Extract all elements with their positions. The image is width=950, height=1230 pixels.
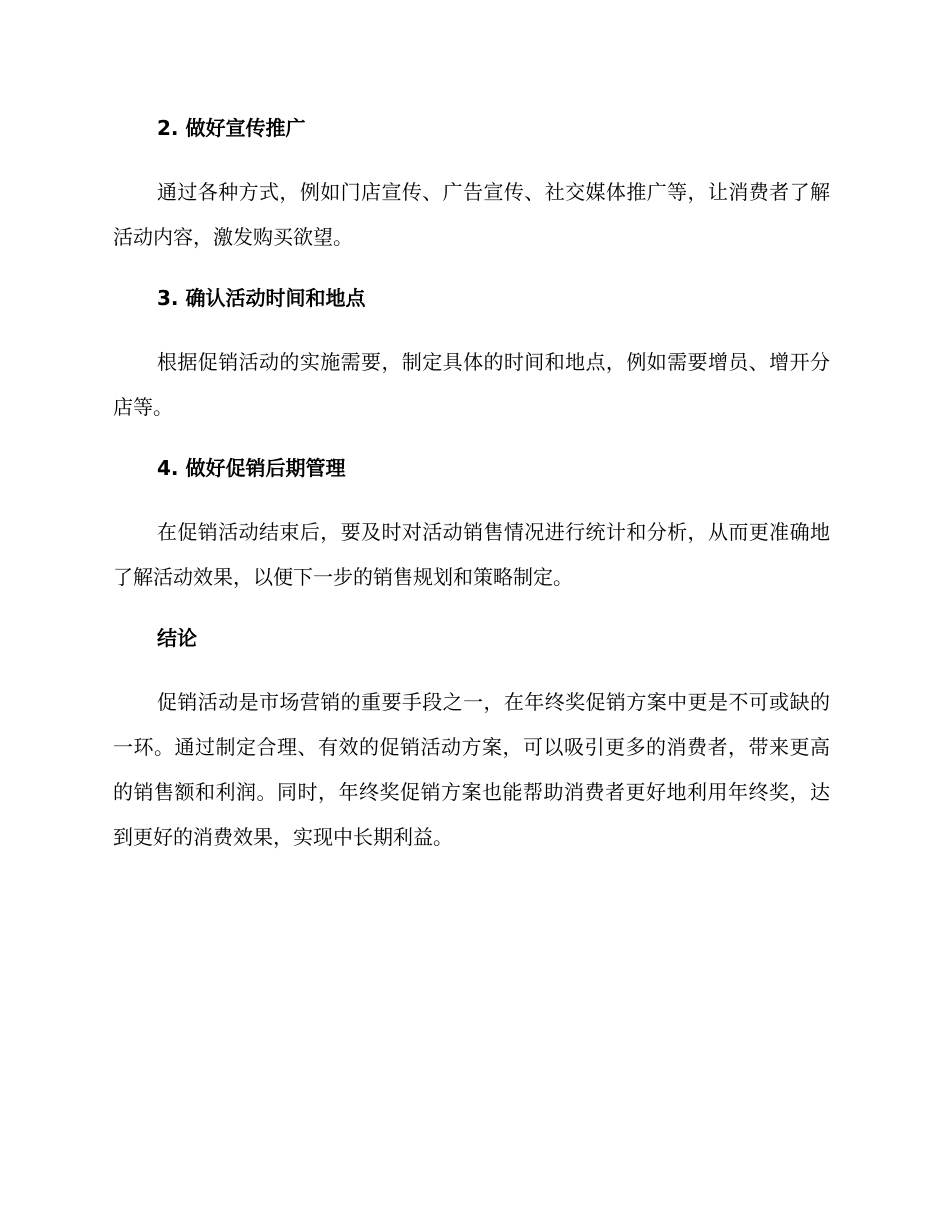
section-heading-promotion: 2. 做好宣传推广 [157,116,306,140]
section-heading-time-location: 3. 确认活动时间和地点 [157,286,366,310]
section-paragraph-promotion: 通过各种方式，例如门店宣传、广告宣传、社交媒体推广等，让消费者了解活动内容，激发购买欲望。 [113,180,830,249]
section-heading-post-management: 4. 做好促销后期管理 [157,456,346,480]
section-heading-conclusion: 结论 [157,626,197,650]
document-body [113,112,830,860]
section-paragraph-conclusion: 促销活动是市场营销的重要手段之一，在年终奖促销方案中更是不可或缺的一环。通过制定合理、有效的促销活动方案，可以吸引更多的消费者，带来更高的销售额和利润。同时，年终奖促销方案也能帮助消费者更好地利用年终奖，达到更好的消费效果，实现中长期利益。 [113,690,830,849]
section-paragraph-time-location: 根据促销活动的实施需要，制定具体的时间和地点，例如需要增员、增开分店等。 [113,350,830,419]
section-paragraph-post-management: 在促销活动结束后，要及时对活动销售情况进行统计和分析，从而更准确地了解活动效果，以便下一步的销售规划和策略制定。 [113,520,830,589]
